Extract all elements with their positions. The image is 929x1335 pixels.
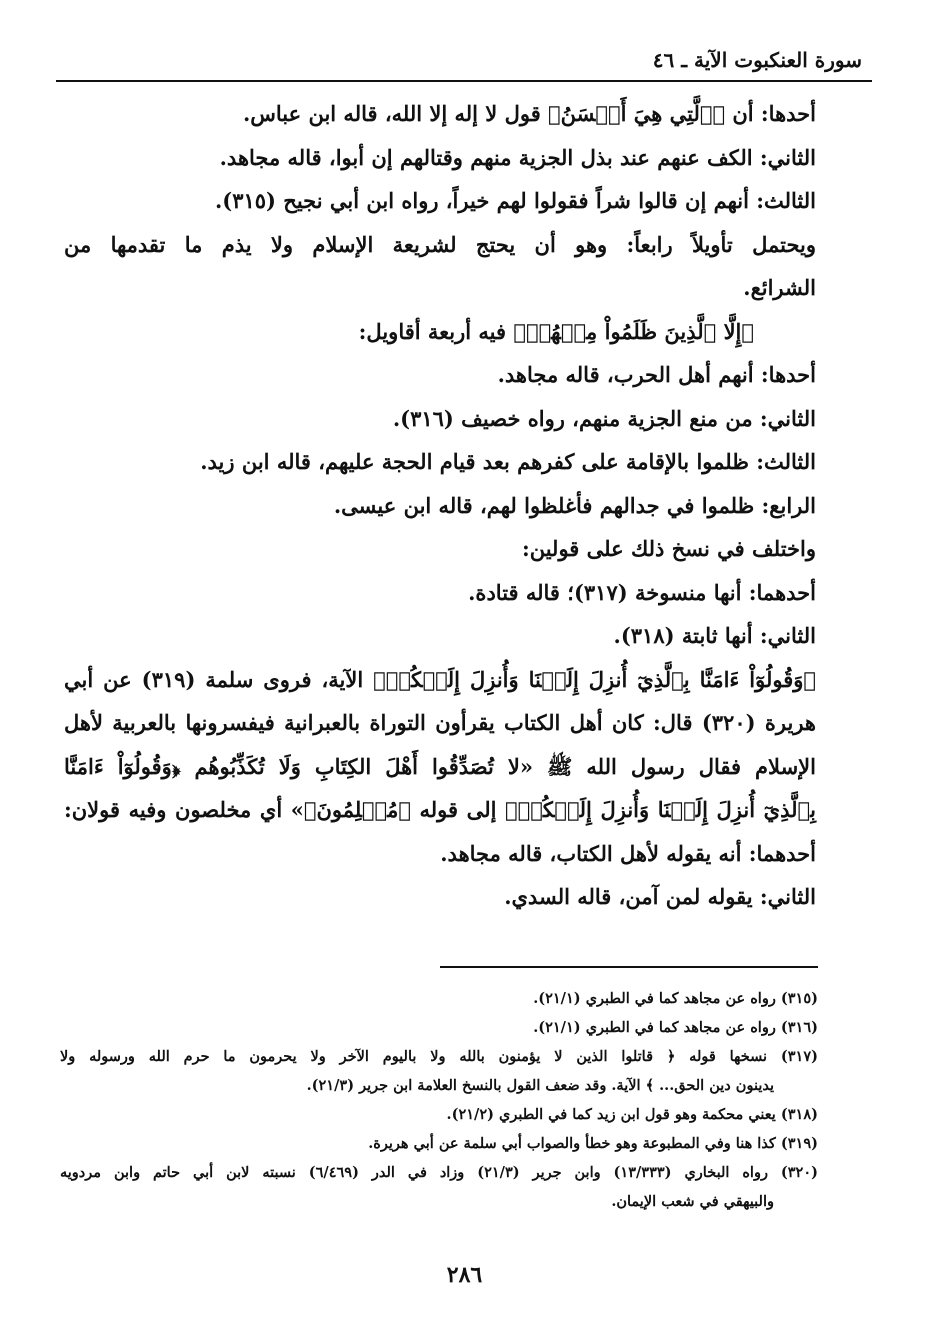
body-line: ﴿إِلَّا ٱلَّذِينَ ظَلَمُواْ مِنۡهُمۡ﴾ فيه أربعة أقاويل: [358, 318, 754, 344]
body-line: الرابع: ظلموا في جدالهم فأغلظوا لهم، قاله ابن عيسى. [333, 492, 816, 518]
body-line: واختلف في نسخ ذلك على قولين: [521, 536, 816, 561]
footnote: (٣٢٠) رواه البخاري (١٣/٣٣٣) وابن جرير (٢١/٣) وزاد في الدر (٦/٤٦٩) نسبته لابن أبي حاتم وابن مردويه [60, 1164, 818, 1181]
body-line: الثالث: أنهم إن قالوا شراً فقولوا لهم خيراً، رواه ابن أبي نجيح (٣١٥). [214, 188, 816, 213]
footnote: (٣١٦) رواه عن مجاهد كما في الطبري (٢١/١). [533, 1019, 818, 1036]
body-line: ويحتمل تأويلاً رابعاً: وهو أن يحتج لشريعة الإسلام ولا يذم ما تقدمها من [64, 231, 816, 257]
body-line: الثاني: الكف عنهم عند بذل الجزية منهم وقتالهم إن أبوا، قاله مجاهد. [219, 144, 816, 170]
body-line: ﴿وَقُولُوٓاْ ءَامَنَّا بِٱلَّذِيٓ أُنزِلَ إِلَيۡنَا وَأُنزِلَ إِلَيۡكُمۡ﴾ الآية، فروى سلمة (٣١٩) عن أبي [64, 666, 816, 692]
body-line: هريرة (٣٢٠) قال: كان أهل الكتاب يقرأون التوراة بالعبرانية فيفسرونها بالعربية لأهل [64, 710, 817, 735]
body-line: بِٱلَّذِيٓ أُنزِلَ إِلَيۡنَا وَأُنزِلَ إِلَيۡكُمۡ﴾ إلى قوله ﴿مُسۡلِمُونَ﴾» أي مخلصون وفيه قولان: [64, 797, 816, 822]
footnotes [60, 984, 818, 1216]
body-line: أحدهما: أنه يقوله لأهل الكتاب، قاله مجاهد. [440, 840, 816, 866]
page-number: ٢٨٦ [446, 1262, 483, 1288]
body-line: الثالث: ظلموا بالإقامة على كفرهم بعد قيام الحجة عليهم، قاله ابن زيد. [200, 449, 816, 474]
body-line: أحدهما: أنها منسوخة (٣١٧)؛ قاله قتادة. [468, 579, 816, 605]
footnote: (٣١٧) نسخها قوله ﴿ قاتلوا الذين لا يؤمنون بالله ولا باليوم الآخر ولا يحرمون ما حرم الله ورسوله ولا [60, 1048, 818, 1065]
footnotes-divider [440, 966, 818, 968]
header-title: سورة العنكبوت الآية ـ ٤٦ [652, 48, 862, 72]
page-header [56, 44, 872, 82]
footnote: (٣١٨) يعني محكمة وهو قول ابن زيد كما في الطبري (٢١/٢). [446, 1106, 818, 1123]
footnote: (٣١٩) كذا هنا وفي المطبوعة وهو خطأ والصواب أبي سلمة عن أبي هريرة. [368, 1135, 818, 1152]
footnote-continuation: والبيهقي في شعب الإيمان. [611, 1193, 774, 1210]
body-line: أحدها: أن ﴿ٱلَّتِي هِيَ أَحۡسَنُ﴾ قول لا إله إلا الله، قاله ابن عباس. [242, 101, 816, 126]
footnote-continuation: يدينون دين الحق... ﴾ الآية. وقد ضعف القول بالنسخ العلامة ابن جرير (٢١/٣). [306, 1077, 774, 1094]
body-line: الثاني: من منع الجزية منهم، رواه خصيف (٣١٦). [392, 405, 816, 431]
body-line: الإسلام فقال رسول الله ﷺ «لا تُصَدِّقُوا أَهْلَ الكِتَابِ وَلَا تُكَذِّبُوهُم ﴿وَقُولُوٓاْ ءَامَنَّا [64, 753, 816, 779]
footnote: (٣١٥) رواه عن مجاهد كما في الطبري (٢١/١). [533, 990, 818, 1007]
body-line: الشرائع. [743, 275, 816, 300]
body-line: الثاني: أنها ثابتة (٣١٨). [613, 623, 816, 648]
body-text [64, 92, 816, 919]
body-line: الثاني: يقوله لمن آمن، قاله السدي. [504, 884, 816, 909]
body-line: أحدها: أنهم أهل الحرب، قاله مجاهد. [497, 362, 816, 387]
